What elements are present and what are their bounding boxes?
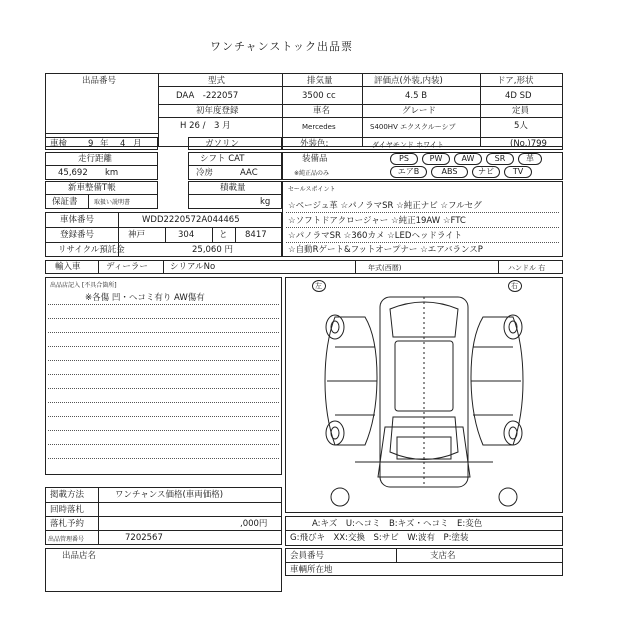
first-reg-value: H 26 / 3 月 [180,121,231,131]
member-label: 会員番号 [290,551,325,561]
legend-row-1: A:キズ U:ヘコミ B:キズ・ヘコミ E:変色 [312,519,483,529]
registration-kana: と [219,230,228,240]
chassis-value: WDD2220572A044465 [142,215,240,225]
ac-label: 冷房 [196,168,214,178]
history-label: 回時落札 [50,505,85,515]
note-line [48,332,279,333]
equipment-note: ※純正品のみ [294,170,330,177]
equipment-item: エアB [390,166,427,178]
note-line [48,430,279,431]
shaken-label: 車検 [50,139,68,149]
sales-point-line: ☆自動Rゲート&フットオープナー ☆エアバランスP [288,245,483,255]
recycle-value: 25,060 円 [192,245,233,255]
registration-label: 登録番号 [60,230,95,240]
carname-value: Mercedes [302,123,336,131]
price-value: ,000円 [240,519,268,529]
mgmt-value: 7202567 [125,533,163,543]
fuel-value: ガソリン [205,139,240,149]
sales-point-line: ☆ソフトドアクロージャー ☆純正19AW ☆FTC [288,216,466,226]
notes-text: ※各傷 凹・ヘコミ有り AW傷有 [85,293,205,303]
capacity-value: 5人 [514,121,528,131]
mileage-value: 45,692 [58,168,88,178]
model-year-label: 年式(西暦) [368,264,402,272]
note-line [48,416,279,417]
legend-row-2: G:飛びキ XX:交換 S:サビ W:波有 P:塗装 [290,533,469,543]
equipment-item: ABS [431,166,468,178]
sales-points-label: セールスポイント [288,186,336,193]
displacement-value: 3500 cc [302,91,336,101]
dealer-label: ディーラー [106,262,148,272]
loading-label: 積載量 [220,183,246,193]
recycle-label: リサイクル預託金 [58,245,125,255]
color-number: (No.)799 [510,139,547,149]
handle-label: ハンドル 右 [508,264,546,272]
store-label: 出品店名 [62,551,97,561]
note-line [48,346,279,347]
equipment-row-1 [390,152,562,166]
grade-label: グレード [402,106,437,116]
equipment-item: AW [454,153,482,165]
new-price-label: 新車整備T帳 [68,183,116,193]
note-line [48,388,279,389]
note-line [48,304,279,305]
equipment-item: SR [486,153,514,165]
car-outline-diagram [285,277,563,513]
ac-value: AAC [240,168,258,178]
loading-unit: kg [260,197,271,207]
notes-lines [48,300,279,472]
shaken-year-unit: 年 [100,139,109,149]
registration-region: 神戸 [128,230,146,240]
branch-label: 支店名 [430,551,456,561]
note-line [48,458,279,459]
mileage-label: 走行距離 [78,154,113,164]
shaken-month: 4 [120,139,126,149]
sales-point-line: ☆ベージュ革 ☆パノラマSR ☆純正ナビ ☆フルセグ [288,201,482,211]
equipment-label: 装備品 [302,154,328,164]
method-label: 掲載方法 [50,490,85,500]
door-value: 4D SD [505,91,532,101]
price-label: 落札予約 [50,519,85,529]
equipment-item: PW [422,153,450,165]
exterior-value: ダイヤモンド ホワイト [372,141,444,149]
equipment-item: PS [390,153,418,165]
note-line [48,360,279,361]
notes-label: 出品店記入 [不具合箇所] [50,282,117,289]
exterior-label: 外装色: [300,139,329,149]
equipment-item: ナビ [472,166,500,178]
shift-label: シフト CAT [200,154,245,164]
shaken-month-unit: 月 [133,139,142,149]
form-title: ワンチャンストック出品票 [210,40,354,53]
first-reg-label: 初年度登録 [196,106,239,116]
serial-label: シリアルNo [170,262,216,272]
note-line [48,444,279,445]
model-label: 型式 [208,76,226,86]
mileage-unit: km [105,168,119,178]
note-line [48,402,279,403]
header-block [45,73,563,147]
warranty-note: 取扱い説明書 [94,199,131,206]
capacity-label: 定員 [512,106,530,116]
import-label: 輸入車 [55,262,81,272]
equipment-item: TV [504,166,532,178]
score-value: 4.5 B [405,91,428,101]
equipment-row-2 [390,165,562,179]
registration-class: 304 [178,230,195,240]
equipment-item: 革 [518,153,542,165]
chassis-label: 車体番号 [60,215,95,225]
note-line [48,374,279,375]
sales-point-line: ☆パノラマSR ☆360カメ ☆LEDヘッドライト [288,231,463,241]
right-label: 右 [511,282,518,290]
grade-value: S400HV エクスクルーシブ [370,123,456,131]
note-line [48,318,279,319]
location-label: 車輌所在地 [290,565,333,575]
warranty-label: 保証書 [52,197,78,207]
displacement-label: 排気量 [307,76,333,86]
method-value: ワンチャンス価格(車両価格) [115,490,224,500]
mgmt-label: 出品管理番号 [48,536,85,543]
score-label: 評価点(外装,内装) [374,76,443,86]
shaken-year: 9 [88,139,94,149]
lot-label: 出品番号 [82,76,117,86]
door-label: ドア,形状 [497,76,534,86]
left-label: 左 [315,282,322,290]
registration-number: 8417 [245,230,267,240]
carname-label: 車名 [313,106,331,116]
model-value: DAA -222057 [176,91,239,101]
